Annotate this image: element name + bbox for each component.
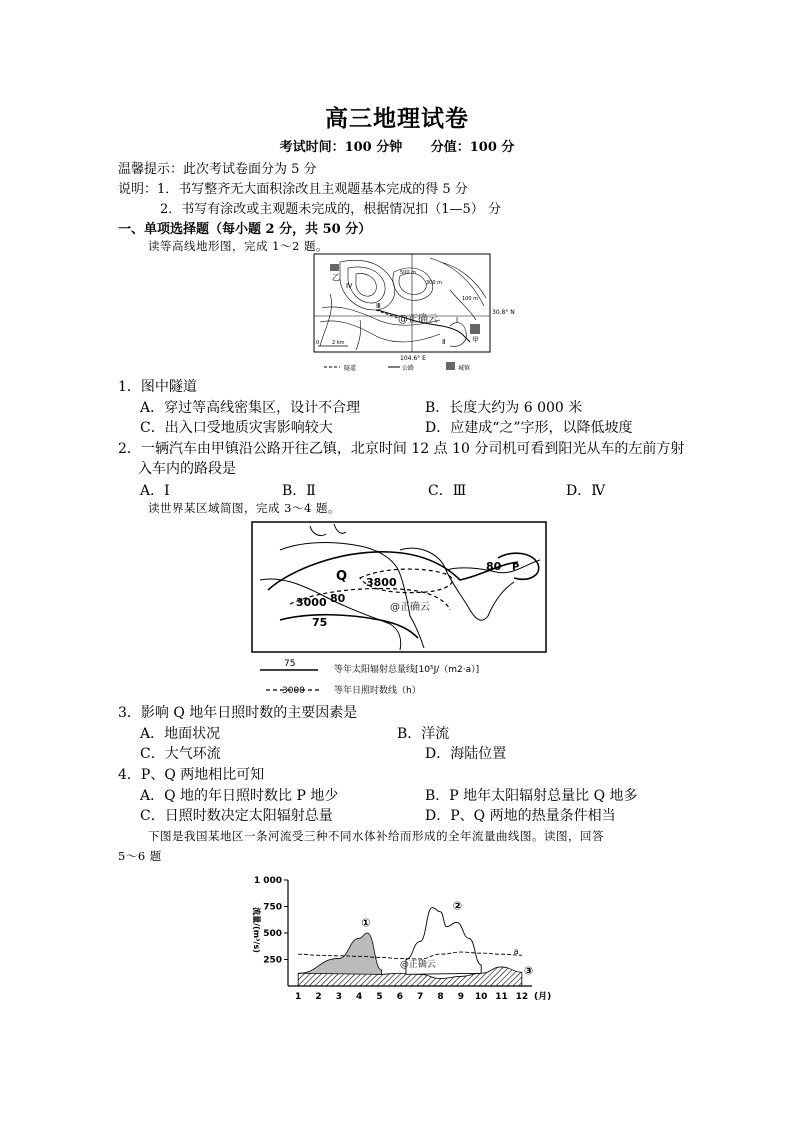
x-tick-label: 4	[356, 992, 363, 1002]
q3-option-c: C．大气环流	[140, 746, 221, 762]
x-tick-label: 11	[495, 992, 508, 1002]
watermark: @正确云	[398, 314, 438, 325]
legend-sunshine: 等年日照时数线（h）	[334, 686, 421, 696]
intro-3-4: 读世界某区域简图，完成 3～4 题。	[148, 501, 340, 515]
y-tick-label: 500	[263, 929, 282, 939]
q2-option-c: C．Ⅲ	[428, 483, 467, 499]
x-tick-label: 8	[437, 992, 444, 1002]
explain-line-2: 2．书写有涂改或主观题未完成的，根据情况扣（1—5） 分	[160, 202, 501, 217]
contour-label-500: 500 m	[400, 270, 417, 276]
x-tick-label: 6	[396, 992, 403, 1002]
x-tick-label: 12	[515, 992, 529, 1002]
q4-stem: 4．P、Q 两地相比可知	[118, 767, 265, 783]
q4-option-c: C．日照时数决定太阳辐射总量	[140, 808, 333, 824]
map2-label-3000: 3000	[296, 596, 327, 609]
x-tick-label: 2	[315, 992, 322, 1002]
river-flow-chart	[240, 868, 560, 1008]
x-tick-label: 10	[474, 992, 488, 1002]
q2-option-b: B．Ⅱ	[282, 483, 316, 499]
intro-5-6-line1: 下图是我国某地区一条河流受三种不同水体补给而形成的全年流量曲线图。读图，回答	[148, 829, 604, 843]
q3-stem: 3．影响 Q 地年日照时数的主要因素是	[118, 705, 358, 721]
series-3-label: ③	[523, 964, 534, 978]
x-tick-label: 9	[457, 992, 464, 1002]
scale-label: 2 km	[332, 340, 345, 346]
series-1-area	[298, 933, 381, 974]
q1-option-c: C．出入口受地质灾害影响较大	[140, 420, 333, 436]
map-label-iv: Ⅳ	[346, 282, 353, 290]
q3-option-b: B．洋流	[397, 726, 450, 742]
q2-option-d: D．Ⅳ	[566, 483, 606, 499]
section-heading: 一、单项选择题（每小题 2 分，共 50 分）	[118, 222, 372, 237]
q2-stem-1: 2．一辆汽车由甲镇沿公路开往乙镇，北京时间 12 点 10 分司机可看到阳光从车的左前方射	[118, 441, 685, 457]
page-title: 高三地理试卷	[325, 105, 469, 132]
map1-legend	[324, 362, 471, 372]
contour-label-100: 100 m	[462, 296, 479, 302]
q4-option-a: A．Q 地的年日照时数比 P 地少	[140, 788, 339, 804]
map-label-iii: Ⅲ	[376, 302, 381, 310]
explain-line-1: 说明：1．书写整齐无大面积涂改且主观题基本完成的得 5 分	[118, 182, 468, 197]
legend-road: 公路	[402, 365, 415, 372]
map2-label-p: P	[512, 562, 520, 573]
legend-75-sample: 75	[284, 659, 296, 669]
contour-label-300: 300 m	[426, 280, 443, 286]
exam-score: 分值：100 分	[430, 140, 515, 155]
series-1-label: ①	[361, 916, 371, 930]
x-axis-label: (月)	[534, 992, 552, 1002]
legend-radiation: 等年太阳辐射总量线[10⁵J/（m2·a）]	[334, 665, 480, 675]
map2-legend	[260, 659, 479, 696]
map2-label-q: Q	[336, 569, 348, 584]
q4-option-d: D．P、Q 两地的热量条件相当	[425, 808, 616, 824]
intro-1-2: 读等高线地形图，完成 1～2 题。	[148, 239, 328, 253]
q1-stem: 1．图中隧道	[118, 379, 197, 395]
q2-stem-2: 入车内的路段是	[138, 461, 236, 477]
y-axis-label: 流量/(m³/s)	[252, 907, 261, 953]
q1-option-b: B．长度大约为 6 000 米	[425, 400, 583, 416]
q2-option-a: A．Ⅰ	[140, 483, 170, 499]
intro-5-6-line2: 5～6 题	[118, 849, 162, 863]
world-region-map	[250, 520, 550, 700]
exam-time: 考试时间：100 分钟	[279, 140, 403, 155]
map2-label-80-right: 80	[486, 560, 502, 573]
map2-label-80-left: 80	[330, 592, 346, 605]
legend-3000-sample: 3000	[282, 686, 305, 696]
tip-line: 温馨提示：此次考试卷面分为 5 分	[118, 162, 317, 177]
x-tick-label: 5	[376, 992, 383, 1002]
map-label-i: Ⅰ	[456, 316, 459, 324]
legend-town: 城镇	[458, 365, 471, 372]
map-label-yi: 乙	[332, 273, 340, 282]
scale-zero: 0	[316, 340, 320, 346]
chart-watermark: @正确云	[399, 959, 436, 970]
series-2-label: ②	[452, 899, 463, 913]
y-tick-label: 1 000	[253, 876, 282, 886]
town-yi-marker	[330, 264, 339, 271]
q3-option-a: A．地面状况	[140, 726, 221, 742]
latitude-label: 30.8° N	[492, 309, 515, 316]
town-jia-marker	[470, 324, 480, 334]
legend-tunnel: 隧道	[344, 365, 357, 372]
map2-frame	[252, 522, 546, 652]
contour-map	[300, 250, 520, 375]
y-tick-label: 750	[263, 902, 282, 913]
y-tick-label: 250	[263, 955, 282, 966]
exam-meta	[0, 136, 794, 155]
map2-label-75: 75	[312, 616, 328, 629]
map2-label-3800: 3800	[366, 576, 397, 589]
x-tick-label: 7	[417, 992, 424, 1002]
longitude-label: 104.6° E	[400, 355, 426, 362]
x-tick-label: 1	[295, 992, 302, 1002]
tunnel-path	[376, 310, 398, 318]
map-label-ii: Ⅱ	[442, 338, 446, 346]
map-label-jia: 甲	[472, 336, 479, 344]
x-tick-label: 3	[335, 992, 342, 1002]
q3-option-d: D．海陆位置	[425, 746, 507, 762]
q1-option-d: D．应建成“之”字形，以降低坡度	[425, 420, 633, 436]
q4-option-b: B．P 地年太阳辐射总量比 Q 地多	[425, 788, 638, 804]
q1-option-a: A．穿过等高线密集区，设计不合理	[140, 400, 361, 416]
series-a-label: a	[513, 947, 519, 957]
map2-watermark: @正确云	[390, 602, 430, 613]
